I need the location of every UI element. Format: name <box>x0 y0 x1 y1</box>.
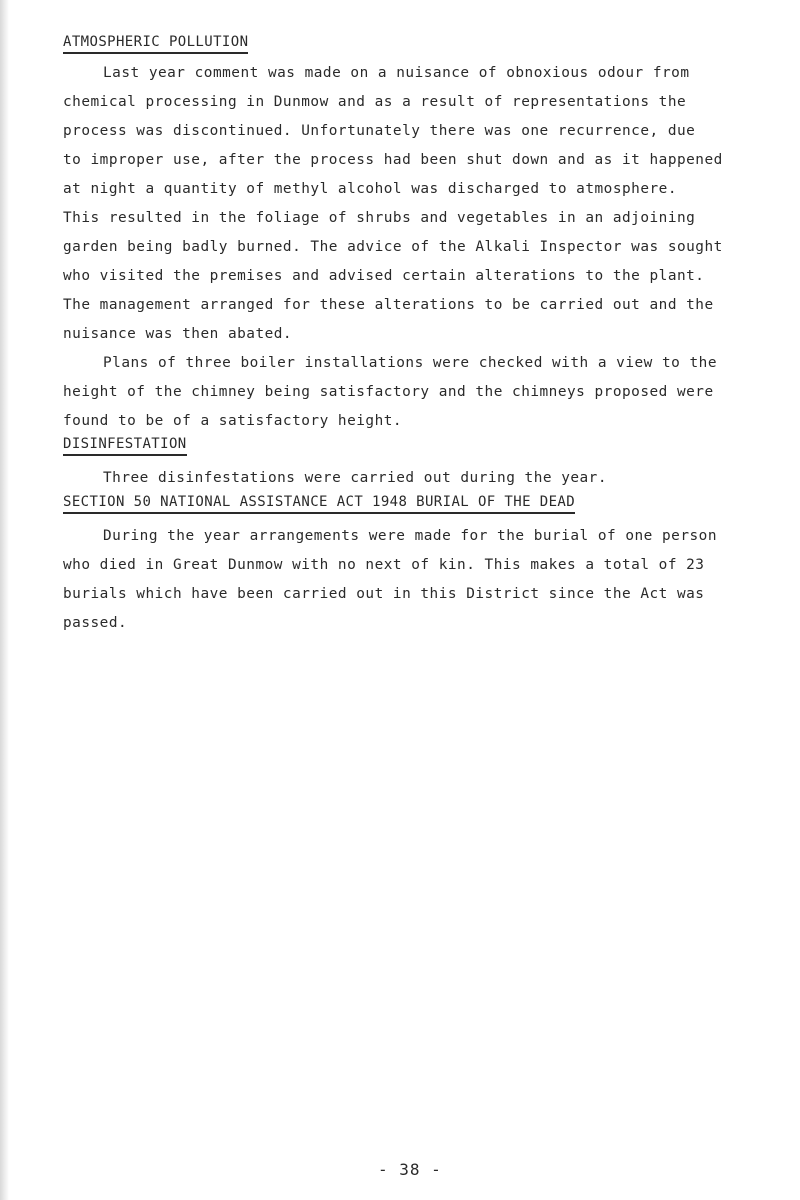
paragraph-line: burials which have been carried out in this District since the Act was <box>63 586 705 602</box>
paragraph-line: chemical processing in Dunmow and as a result of representations the <box>63 94 687 110</box>
paragraph-line: Last year comment was made on a nuisance of obnoxious odour from <box>103 65 690 81</box>
paragraph-line: at night a quantity of methyl alcohol was discharged to atmosphere. <box>63 181 677 197</box>
paragraph-line: garden being badly burned. The advice of the Alkali Inspector was sought <box>63 239 723 255</box>
scan-edge-shadow <box>0 0 9 1200</box>
paragraph-line: Three disinfestations were carried out during the year. <box>103 470 608 486</box>
paragraph-line: passed. <box>63 615 128 631</box>
paragraph-line: nuisance was then abated. <box>63 326 293 342</box>
paragraph-line: process was discontinued. Unfortunately there was one recurrence, due <box>63 123 696 139</box>
paragraph-line: to improper use, after the process had been shut down and as it happened <box>63 152 723 168</box>
paragraph-line: Plans of three boiler installations were checked with a view to the <box>103 355 717 371</box>
heading-section-50-burial: SECTION 50 NATIONAL ASSISTANCE ACT 1948 BURIAL OF THE DEAD <box>63 494 575 514</box>
paragraph-line: found to be of a satisfactory height. <box>63 413 403 429</box>
paragraph-line: height of the chimney being satisfactory and the chimneys proposed were <box>63 384 714 400</box>
paragraph-line: The management arranged for these alterations to be carried out and the <box>63 297 714 313</box>
paragraph-line: This resulted in the foliage of shrubs and vegetables in an adjoining <box>63 210 696 226</box>
paragraph-line: During the year arrangements were made for the burial of one person <box>103 528 717 544</box>
heading-disinfestation: DISINFESTATION <box>63 436 187 456</box>
heading-atmospheric-pollution: ATMOSPHERIC POLLUTION <box>63 34 248 54</box>
paragraph-line: who died in Great Dunmow with no next of kin. This makes a total of 23 <box>63 557 705 573</box>
page-number: - 38 - <box>378 1160 442 1179</box>
paragraph-line: who visited the premises and advised certain alterations to the plant. <box>63 268 705 284</box>
